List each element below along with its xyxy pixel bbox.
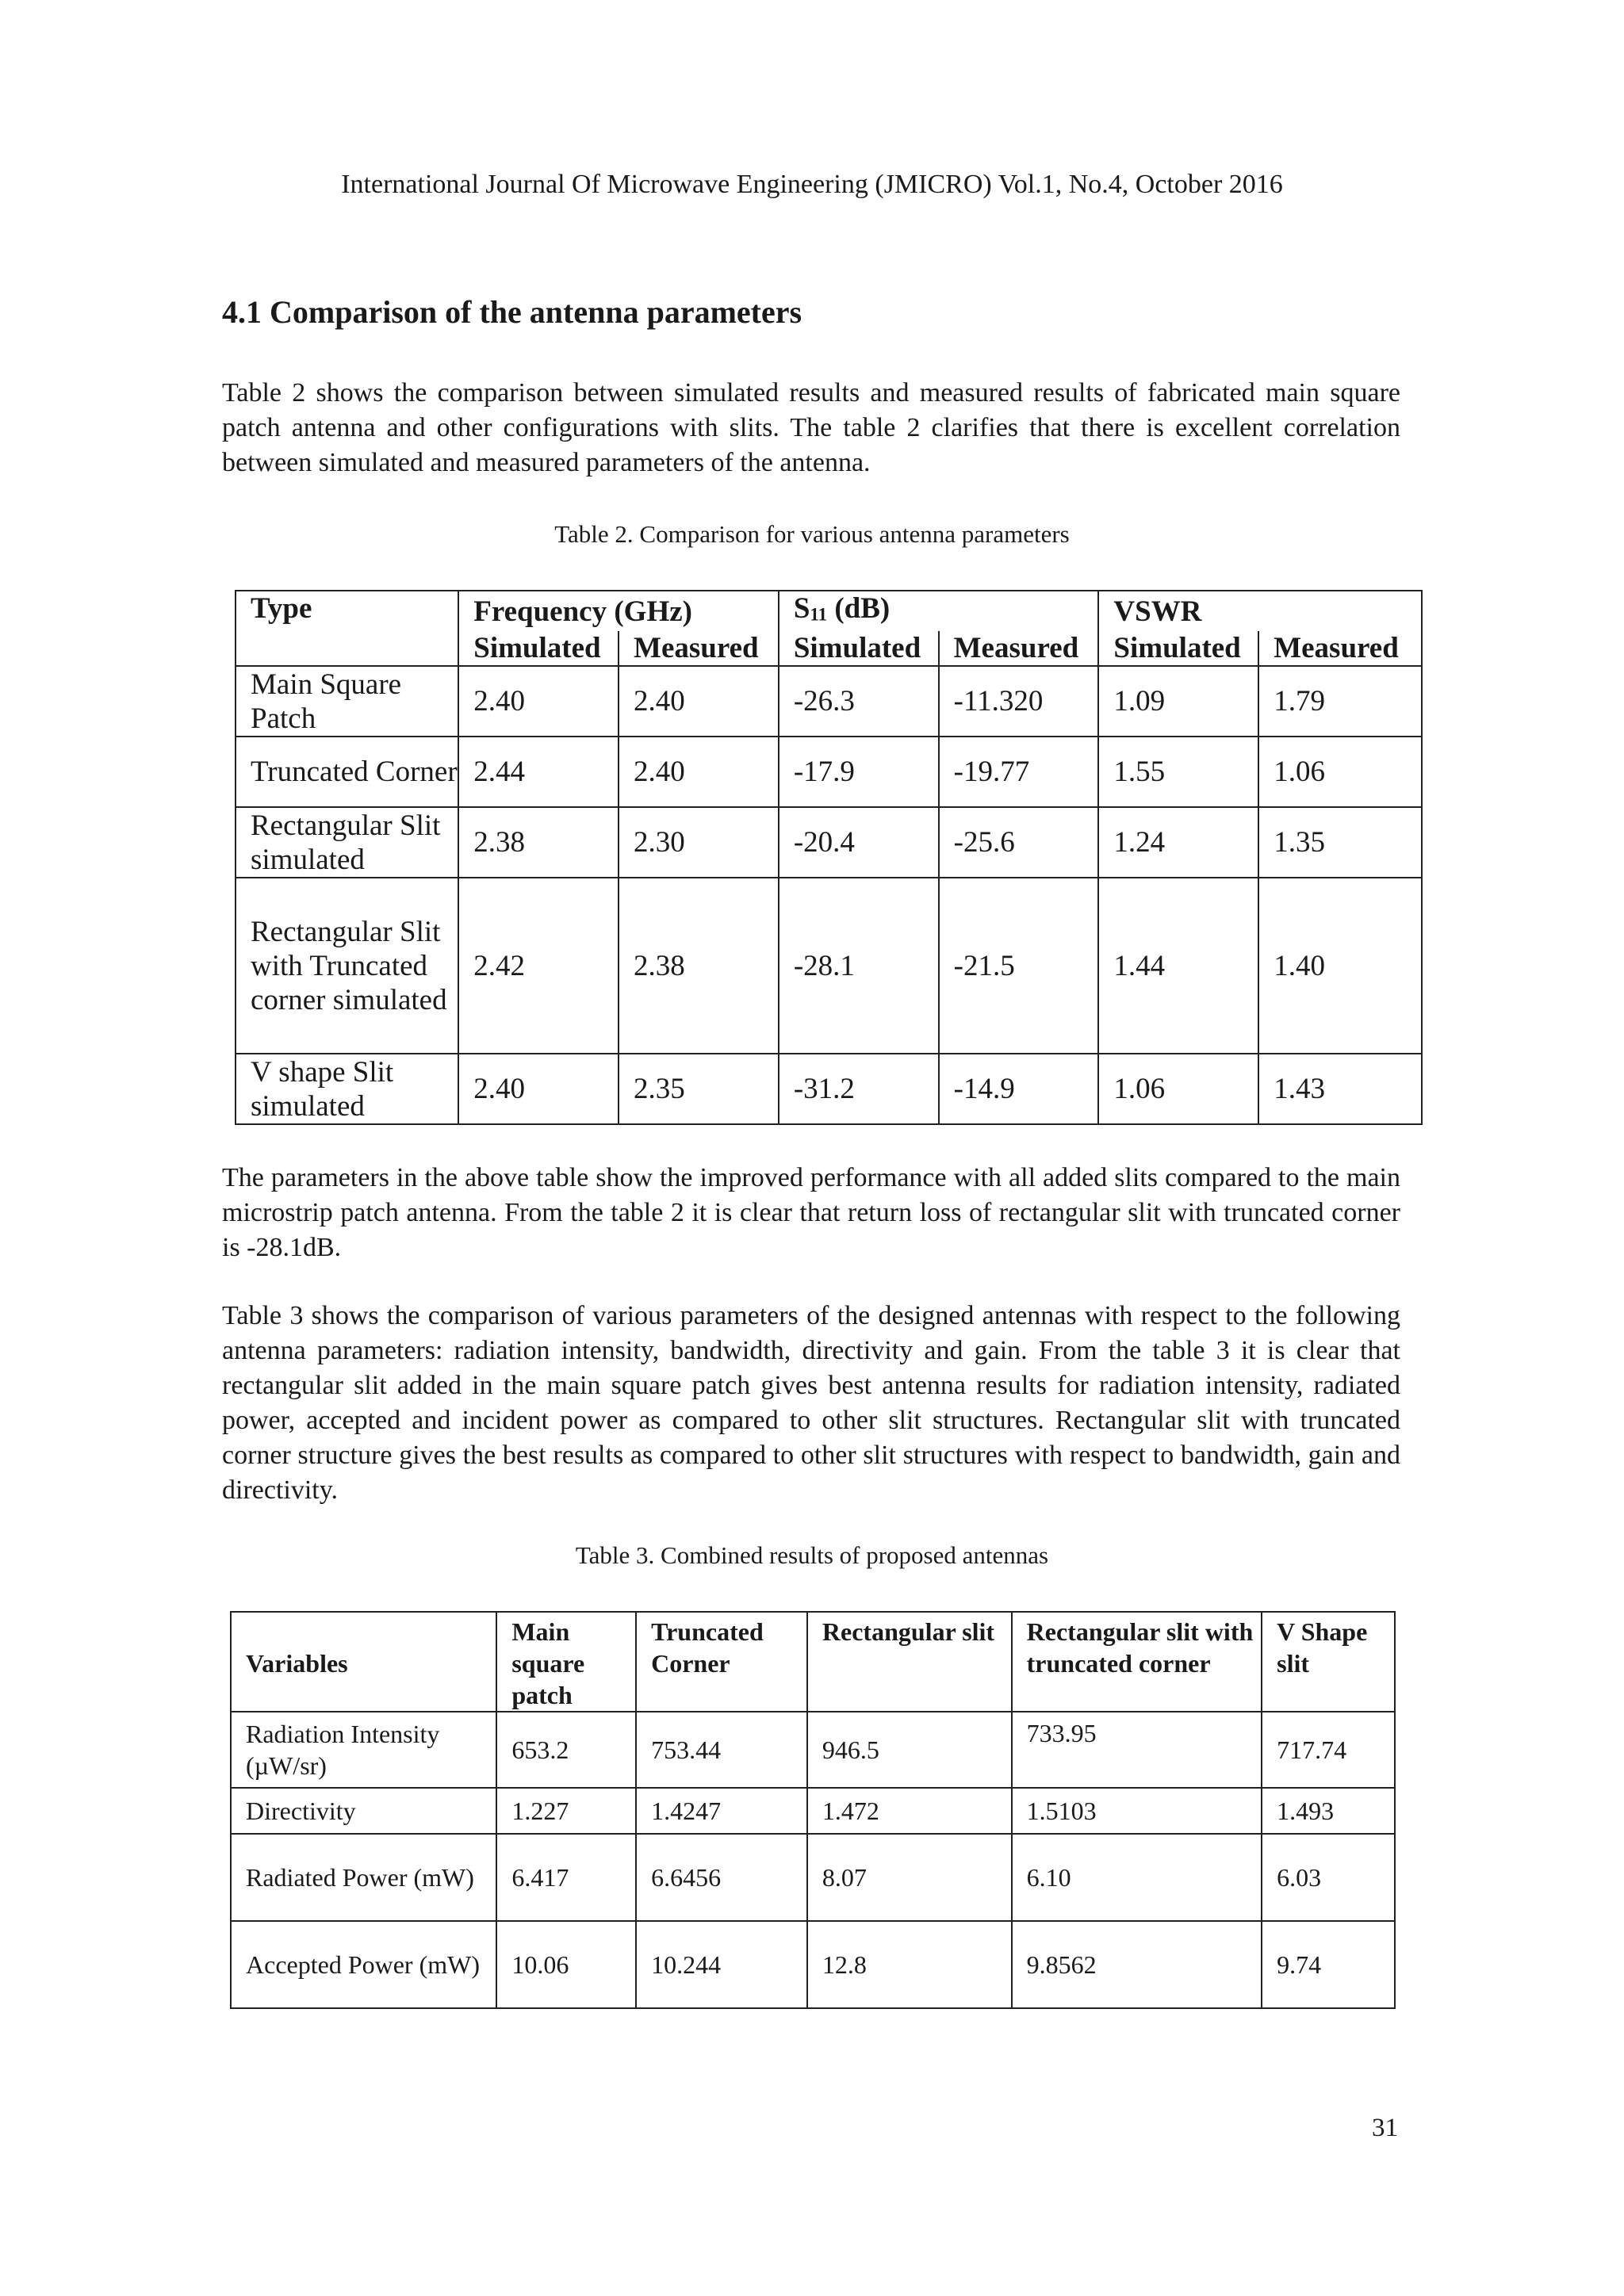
table-cell: 946.5 (807, 1712, 1012, 1788)
cell-s11-sim: -20.4 (779, 807, 939, 878)
row-type: Truncated Corner (236, 737, 458, 807)
cell-s11-meas: -19.77 (939, 737, 1099, 807)
cell-s11-sim: -31.2 (779, 1054, 939, 1124)
table2-subheader-measured: Measured (1258, 631, 1422, 666)
journal-header: International Journal Of Microwave Engineering (JMICRO) Vol.1, No.4, October 2016 (341, 170, 1283, 199)
table-row (236, 1054, 1422, 1124)
cell-vswr-sim: 1.06 (1098, 1054, 1258, 1124)
table3-intro-paragraph: Table 3 shows the comparison of various parameters of the designed antennas with respect to the following antenna parameters: radiation intensity, bandwidth, directivity and gain. From the table 3 it is clear that rectangular slit added in the main square patch gives best antenna results for radiation intensity, radiated power, accepted and incident power as compared to other slit structures. Rectangular slit with truncated corner structure gives the best results as compared to other slit structures with respect to bandwidth, gain and directivity. (222, 1301, 1400, 1505)
cell-s11-sim: -17.9 (779, 737, 939, 807)
cell-s11-meas: -21.5 (939, 878, 1099, 1054)
table-cell: 717.74 (1262, 1712, 1395, 1788)
table-cell: 9.8562 (1012, 1921, 1262, 2008)
table2-subheader-row (236, 631, 1422, 666)
table-row (236, 666, 1422, 737)
analysis-paragraph: The parameters in the above table show the improved performance with all added slits compared to the main microstrip patch antenna. From the table 2 it is clear that return loss of rectangular slit with truncated corner is -28.1dB. (222, 1163, 1400, 1262)
table-row (231, 1834, 1395, 1921)
table2-header-frequency: Frequency (GHz) (458, 591, 779, 631)
cell-freq-meas: 2.35 (619, 1054, 779, 1124)
table3-header-variables: Variables (231, 1612, 496, 1712)
cell-vswr-meas: 1.35 (1258, 807, 1422, 878)
table3 (230, 1611, 1396, 2009)
cell-vswr-meas: 1.06 (1258, 737, 1422, 807)
row-type: Rectangular Slit with Truncated corner simulated (236, 878, 458, 1054)
table-cell: 753.44 (636, 1712, 807, 1788)
row-label: Accepted Power (mW) (231, 1921, 496, 2008)
table-cell: 6.10 (1012, 1834, 1262, 1921)
table-cell: 12.8 (807, 1921, 1012, 2008)
table-cell: 733.95 (1012, 1712, 1262, 1788)
cell-freq-sim: 2.44 (458, 737, 619, 807)
row-label: Directivity (231, 1788, 496, 1834)
table-cell: 1.493 (1262, 1788, 1395, 1834)
cell-vswr-sim: 1.44 (1098, 878, 1258, 1054)
table-row (231, 1712, 1395, 1788)
row-label: Radiation Intensity (µW/sr) (231, 1712, 496, 1788)
table-row (231, 1788, 1395, 1834)
table2-header-s11: $S_{11}$ (dB) (779, 591, 1099, 631)
cell-s11-meas: -14.9 (939, 1054, 1099, 1124)
table2 (235, 590, 1423, 1125)
table2-subheader-simulated: Simulated (1098, 631, 1258, 666)
table-cell: 1.472 (807, 1788, 1012, 1834)
table3-header-v-shape-slit: V Shape slit (1262, 1612, 1395, 1712)
table2-subheader-measured: Measured (939, 631, 1099, 666)
table-cell: 10.244 (636, 1921, 807, 2008)
section-title: 4.1 Comparison of the antenna parameters (222, 294, 802, 330)
cell-vswr-sim: 1.55 (1098, 737, 1258, 807)
cell-freq-sim: 2.40 (458, 666, 619, 737)
table2-header-vswr: VSWR (1098, 591, 1422, 631)
row-type: Rectangular Slit simulated (236, 807, 458, 878)
table-row (236, 878, 1422, 1054)
cell-vswr-meas: 1.40 (1258, 878, 1422, 1054)
table-cell: 653.2 (496, 1712, 636, 1788)
table2-header-type: Type (236, 591, 458, 631)
cell-s11-sim: -28.1 (779, 878, 939, 1054)
table-cell: 6.417 (496, 1834, 636, 1921)
table-row (236, 807, 1422, 878)
intro-paragraph: Table 2 shows the comparison between simulated results and measured results of fabricated main square patch antenna and other configurations with slits. The table 2 clarifies that there is excellent correlation between simulated and measured parameters of the antenna. (222, 378, 1400, 477)
table-cell: 6.03 (1262, 1834, 1395, 1921)
table3-header-row (231, 1612, 1395, 1712)
cell-freq-meas: 2.38 (619, 878, 779, 1054)
cell-s11-meas: -11.320 (939, 666, 1099, 737)
table3-caption: Table 3. Combined results of proposed antennas (575, 1541, 1049, 1569)
table3-header-rectangular-slit: Rectangular slit (807, 1612, 1012, 1712)
cell-s11-meas: -25.6 (939, 807, 1099, 878)
table2-header-row (236, 591, 1422, 631)
cell-vswr-sim: 1.09 (1098, 666, 1258, 737)
table-cell: 1.4247 (636, 1788, 807, 1834)
cell-freq-sim: 2.42 (458, 878, 619, 1054)
table2-subheader-blank (236, 631, 458, 666)
table-row (231, 1921, 1395, 2008)
table-row (236, 737, 1422, 807)
cell-freq-meas: 2.30 (619, 807, 779, 878)
table-cell: 10.06 (496, 1921, 636, 2008)
table3-header-truncated-corner: Truncated Corner (636, 1612, 807, 1712)
table-cell: 6.6456 (636, 1834, 807, 1921)
table2-subheader-simulated: Simulated (458, 631, 619, 666)
page-number: 31 (1372, 2114, 1398, 2142)
cell-vswr-sim: 1.24 (1098, 807, 1258, 878)
cell-freq-sim: 2.38 (458, 807, 619, 878)
cell-s11-sim: -26.3 (779, 666, 939, 737)
table2-subheader-simulated: Simulated (779, 631, 939, 666)
table-cell: 8.07 (807, 1834, 1012, 1921)
cell-vswr-meas: 1.79 (1258, 666, 1422, 737)
cell-freq-sim: 2.40 (458, 1054, 619, 1124)
table2-caption: Table 2. Comparison for various antenna parameters (554, 520, 1070, 548)
row-label: Radiated Power (mW) (231, 1834, 496, 1921)
table3-header-main-square-patch: Main square patch (496, 1612, 636, 1712)
table-cell: 1.5103 (1012, 1788, 1262, 1834)
cell-freq-meas: 2.40 (619, 737, 779, 807)
cell-vswr-meas: 1.43 (1258, 1054, 1422, 1124)
row-type: Main Square Patch (236, 666, 458, 737)
table-cell: 1.227 (496, 1788, 636, 1834)
cell-freq-meas: 2.40 (619, 666, 779, 737)
table-cell: 9.74 (1262, 1921, 1395, 2008)
row-type: V shape Slit simulated (236, 1054, 458, 1124)
table3-header-rect-slit-truncated: Rectangular slit with truncated corner (1012, 1612, 1262, 1712)
table2-subheader-measured: Measured (619, 631, 779, 666)
